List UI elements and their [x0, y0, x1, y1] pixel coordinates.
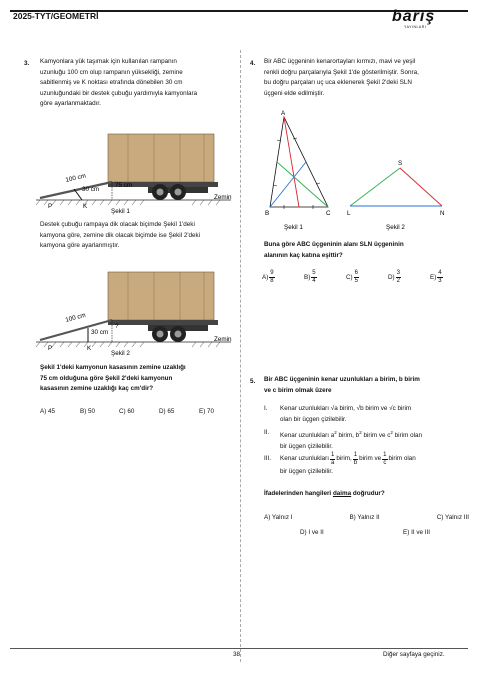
q5-intro-line: ve c birim olmak üzere: [264, 386, 332, 394]
page-number: 38: [233, 651, 241, 658]
logo-subtitle: YAYINLARI: [404, 25, 427, 29]
fraction: [269, 270, 274, 285]
fig-caption: Şekil 1: [111, 208, 130, 215]
q5-question-text: doğrudur?: [351, 490, 385, 497]
fraction-den: 3: [438, 278, 442, 284]
point-p-label: P: [48, 345, 53, 352]
q5-option-e[interactable]: E) II ve III: [403, 529, 430, 536]
q4-option-b[interactable]: [304, 270, 346, 285]
q5-option-a[interactable]: A) Yalnız I: [264, 514, 293, 521]
q3-intro-line: göre ayarlanmaktadır.: [40, 100, 101, 107]
fraction-den: 4: [312, 278, 316, 284]
fig-caption: Şekil 2: [386, 224, 405, 231]
triangle-sln: [350, 168, 442, 206]
stmt-text: Kenar uzunlukları: [280, 405, 331, 412]
fraction: [437, 270, 442, 285]
fraction-den: b: [353, 460, 358, 466]
median-red: [284, 117, 299, 207]
q3-intro-line: uzunluğundaki bir destek çubuğu yardımıyla kamyonlara: [40, 89, 198, 97]
truck-body: [108, 272, 218, 342]
q5-option-d[interactable]: D) I ve II: [300, 529, 324, 536]
q3-question-line: kasasının zemine uzaklığı kaç cm'dir?: [40, 385, 154, 392]
stmt-text: Kenar uzunlukları: [280, 455, 330, 463]
q3-options: [40, 408, 240, 415]
stmt-text: birim: [395, 405, 412, 412]
stick-length-label: 30 cm: [91, 329, 109, 336]
q3-middle-line: Destek çubuğu rampaya dik olacak biçimde Şekil 1'deki: [40, 221, 195, 228]
q4-question-line: Buna göre ABC üçgeninin alanı SLN üçgeninin: [264, 241, 404, 248]
fraction-den: c: [383, 460, 387, 466]
q5-question-text: İfadelerinden hangileri: [264, 490, 333, 497]
q5-statement-3: [264, 452, 469, 478]
stmt-text: birim,: [337, 405, 357, 412]
median-blue: [270, 162, 306, 207]
q4-question-line: alanının kaç katına eşittir?: [264, 251, 343, 259]
q3-option-b[interactable]: B) 50: [80, 408, 96, 415]
stick-length-label: 30 cm: [82, 186, 100, 193]
q5-option-c[interactable]: C) Yalnız III: [436, 514, 469, 521]
stmt-line2: bir üçgen çizilebilir.: [280, 442, 333, 450]
fraction-num: 6: [354, 270, 358, 276]
q5-intro: [264, 375, 469, 396]
q4-option-c[interactable]: [346, 270, 388, 285]
q3-figure-1: [36, 120, 236, 215]
fraction: [354, 270, 359, 285]
q3-intro-line: Kamyonlara yük taşımak için kullanılan rampanın: [40, 58, 177, 65]
ground-label: Zemin: [214, 336, 232, 343]
point-k-label: K: [87, 345, 92, 352]
q4-options: [262, 270, 472, 285]
q3-option-d[interactable]: D) 65: [159, 408, 175, 415]
q3-intro-line: uzunluğu 100 cm olup rampanın yüksekliği, zemine: [40, 68, 183, 76]
stmt-text: birim,: [336, 455, 352, 463]
stmt-text: Kenar uzunlukları a: [280, 432, 335, 440]
fraction-num: 9: [270, 270, 274, 276]
exponent: 2: [334, 430, 337, 435]
fraction-num: 1: [331, 452, 335, 458]
q3-figure-2: [36, 262, 236, 357]
exponent: 2: [359, 430, 362, 435]
ramp: [40, 182, 112, 198]
ground-hatch: [36, 200, 220, 205]
q3-question-line: Şekil 1'deki kamyonun kasasının zemine uzaklığı: [40, 364, 186, 371]
q4-option-label: E): [430, 274, 437, 281]
truck-body: [108, 134, 218, 200]
q4-option-a[interactable]: [262, 270, 304, 285]
fraction-num: 5: [312, 270, 316, 276]
vertex-b-label: B: [265, 210, 270, 217]
stmt-text: birim ve c: [361, 432, 391, 440]
ramp-length-label: 100 cm: [64, 311, 87, 324]
ground-label: Zemin: [214, 194, 232, 201]
sqrt-b: √b: [356, 405, 364, 412]
vertex-c-label: C: [326, 210, 331, 217]
ground-hatch: [36, 342, 220, 347]
fraction-den: a: [331, 460, 335, 466]
ramp-length-label: 100 cm: [64, 172, 87, 184]
height-label: ?: [115, 323, 119, 330]
q3-middle-line: kamyona göre, zemine dik olacak biçimde ise Şekil 2'deki: [40, 231, 201, 239]
q3-intro-line: sabitlenmiş ve K noktası etrafında dönebilen 30 cm: [40, 79, 183, 86]
q5-options-row-1: [264, 514, 469, 521]
fig-caption: Şekil 2: [111, 350, 130, 357]
fraction-num: 1: [383, 452, 387, 458]
sqrt-c: √c: [389, 405, 396, 412]
point-p-label: P: [48, 203, 53, 210]
height-label: 75 cm: [115, 182, 133, 189]
q4-option-label: A): [262, 274, 269, 281]
q5-statement-2: [264, 428, 469, 452]
q4-intro: [264, 57, 469, 99]
fraction-den: 2: [396, 278, 400, 284]
stmt-text: birim, b: [336, 432, 360, 440]
q4-option-e[interactable]: [430, 270, 472, 285]
fraction: [396, 270, 401, 285]
logo-word: barış: [392, 8, 436, 25]
vertex-s-label: S: [398, 160, 403, 167]
stmt-line2: olan bir üçgen çizilebilir.: [280, 415, 347, 423]
q4-number: 4.: [250, 60, 256, 67]
q3-middle-line: kamyona göre ayarlanmıştır.: [40, 242, 120, 249]
q3-number: 3.: [24, 60, 30, 67]
stmt-text: birim ve: [359, 455, 382, 463]
q4-figures: [262, 108, 462, 233]
publisher-logo: [392, 10, 442, 28]
fraction-num: 4: [438, 270, 442, 276]
q4-option-label: B): [304, 274, 311, 281]
exponent: 2: [390, 430, 393, 435]
column-divider: [240, 50, 241, 662]
fig-caption: Şekil 1: [284, 224, 303, 231]
q4-option-label: D): [388, 274, 395, 281]
stmt-text: birim olan: [392, 432, 422, 440]
q3-option-c[interactable]: C) 60: [119, 408, 135, 415]
q5-question-emphasis: daima: [332, 490, 352, 497]
q4-intro-line: Bir ABC üçgeninin kenarortayları kırmızı, mavi ve yeşil: [264, 58, 416, 65]
q3-option-a[interactable]: A) 45: [40, 408, 56, 415]
point-k-label: K: [83, 203, 88, 210]
vertex-n-label: N: [440, 210, 445, 217]
triangle-abc: [270, 117, 328, 209]
next-page-note: Diğer sayfaya geçiniz.: [383, 651, 445, 658]
q4-option-label: C): [346, 274, 353, 281]
header-title: 2025-TYT/GEOMETRİ: [13, 11, 99, 21]
q5-number: 5.: [250, 378, 256, 385]
q3-option-e[interactable]: E) 70: [199, 408, 215, 415]
q4-intro-line: üçgeni elde edilmiştir.: [264, 89, 325, 97]
q4-question: [264, 240, 469, 261]
stmt-text: birim ve: [363, 405, 390, 412]
vertex-a-label: A: [281, 110, 286, 117]
q3-intro: [40, 57, 235, 110]
fraction: [311, 270, 316, 285]
roman-numeral: II.: [264, 429, 270, 436]
median-green: [277, 162, 328, 207]
roman-numeral: I.: [264, 405, 268, 412]
q3-middle-text: [40, 220, 235, 252]
roman-numeral: III.: [264, 455, 271, 463]
fraction: [382, 452, 387, 467]
fraction: [330, 452, 335, 467]
q4-intro-line: bu doğru parçaları uç uca eklenerek Şekil 2'deki SLN: [264, 79, 412, 86]
fraction-den: 5: [354, 278, 358, 284]
vertex-l-label: L: [347, 210, 351, 217]
fraction-num: 3: [396, 270, 400, 276]
q5-statement-1: [264, 404, 469, 425]
q5-option-b[interactable]: B) Yalnız II: [349, 514, 380, 521]
q4-option-d[interactable]: [388, 270, 430, 285]
fraction-num: 1: [353, 452, 358, 458]
stmt-text: birim olan: [388, 455, 416, 463]
q4-intro-line: renkli doğru parçalarıyla Şekil 1'de gösterilmiştir. Sonra,: [264, 68, 419, 76]
stmt-line2: bir üçgen çizilebilir.: [280, 468, 333, 475]
q3-question-line: 75 cm olduğuna göre Şekil 2'deki kamyonun: [40, 374, 173, 382]
q5-question: [264, 489, 469, 500]
footer-divider: [10, 648, 468, 649]
q3-question: [40, 363, 235, 395]
fraction: [353, 452, 358, 467]
q5-intro-line: Bir ABC üçgeninin kenar uzunlukları a birim, b birim: [264, 376, 420, 383]
fraction-den: 8: [270, 278, 274, 284]
sqrt-a: √a: [330, 405, 338, 412]
q5-options-row-2: [300, 529, 430, 536]
